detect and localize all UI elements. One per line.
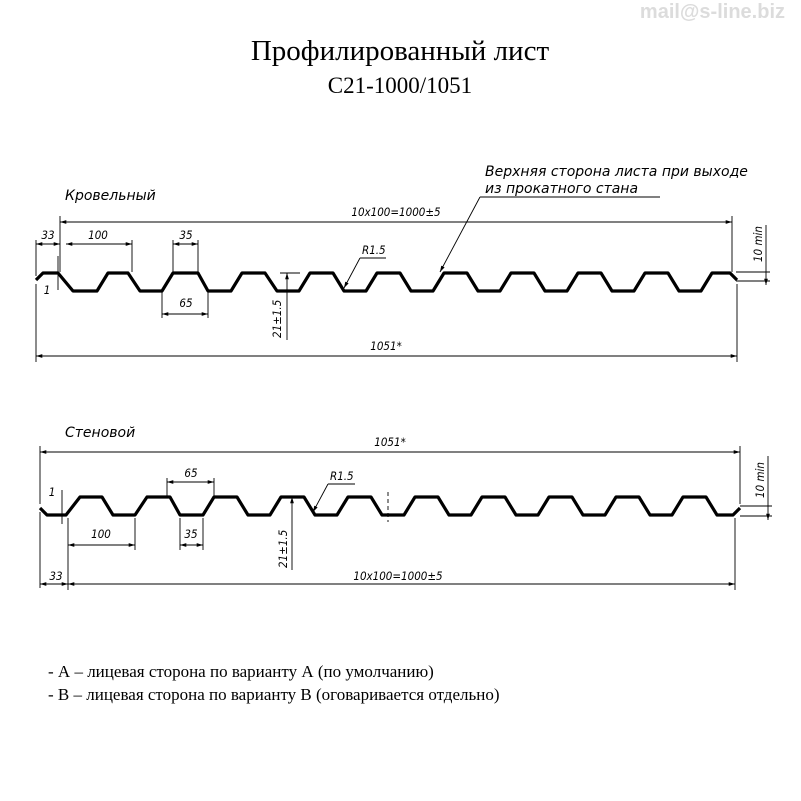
drawing-title: Профилированный лист (250, 35, 550, 67)
roof-d10-text: 10 min (751, 226, 765, 262)
wall-d33-text: 33 (49, 569, 63, 583)
roof-profile-line (36, 273, 737, 291)
wall-d35-text: 35 (184, 527, 198, 541)
wall-section (40, 425, 772, 590)
wall-label: Стеновой (65, 425, 136, 441)
roof-d1-text: 1 (43, 283, 51, 297)
wall-d65-text: 65 (184, 466, 198, 480)
watermark-text: mail@s-line.biz (639, 1, 785, 23)
wall-r15-arrow (313, 484, 328, 512)
wall-d21-text: 21±1.5 (276, 529, 290, 568)
wall-d1-text: 1 (48, 485, 56, 499)
legend-line-b: - В – лицевая сторона по варианту В (оговаривается отдельно) (48, 685, 500, 704)
roof-note-leader (440, 197, 480, 272)
roof-note-line-2: из прокатного стана (485, 181, 639, 197)
wall-profile-line (40, 497, 740, 515)
wall-r15-text: R1.5 (330, 469, 354, 483)
wall-pitch-dim-text: 10x100=1000±5 (353, 569, 443, 583)
roof-overall-text: 1051* (370, 339, 402, 353)
wall-d100-text: 100 (91, 527, 111, 541)
legend-line-a: - А – лицевая сторона по варианту А (по умолчанию) (48, 662, 434, 681)
roof-d100-text: 100 (88, 228, 108, 242)
roof-r15-text: R1.5 (362, 243, 386, 257)
roof-label: Кровельный (65, 188, 156, 204)
wall-d10-text: 10 min (753, 462, 767, 498)
roof-section (36, 164, 770, 362)
drawing-subtitle: С21-1000/1051 (327, 73, 473, 98)
roof-r15-arrow (344, 258, 360, 288)
roof-d21-text: 21±1.5 (270, 299, 284, 338)
wall-overall-text: 1051* (374, 435, 406, 449)
roof-pitch-dim-text: 10x100=1000±5 (351, 205, 441, 219)
roof-note-line-1: Верхняя сторона листа при выходе (485, 164, 748, 180)
roof-d65-text: 65 (179, 296, 193, 310)
roof-d33-text: 33 (41, 228, 55, 242)
roof-d35-text: 35 (179, 228, 193, 242)
